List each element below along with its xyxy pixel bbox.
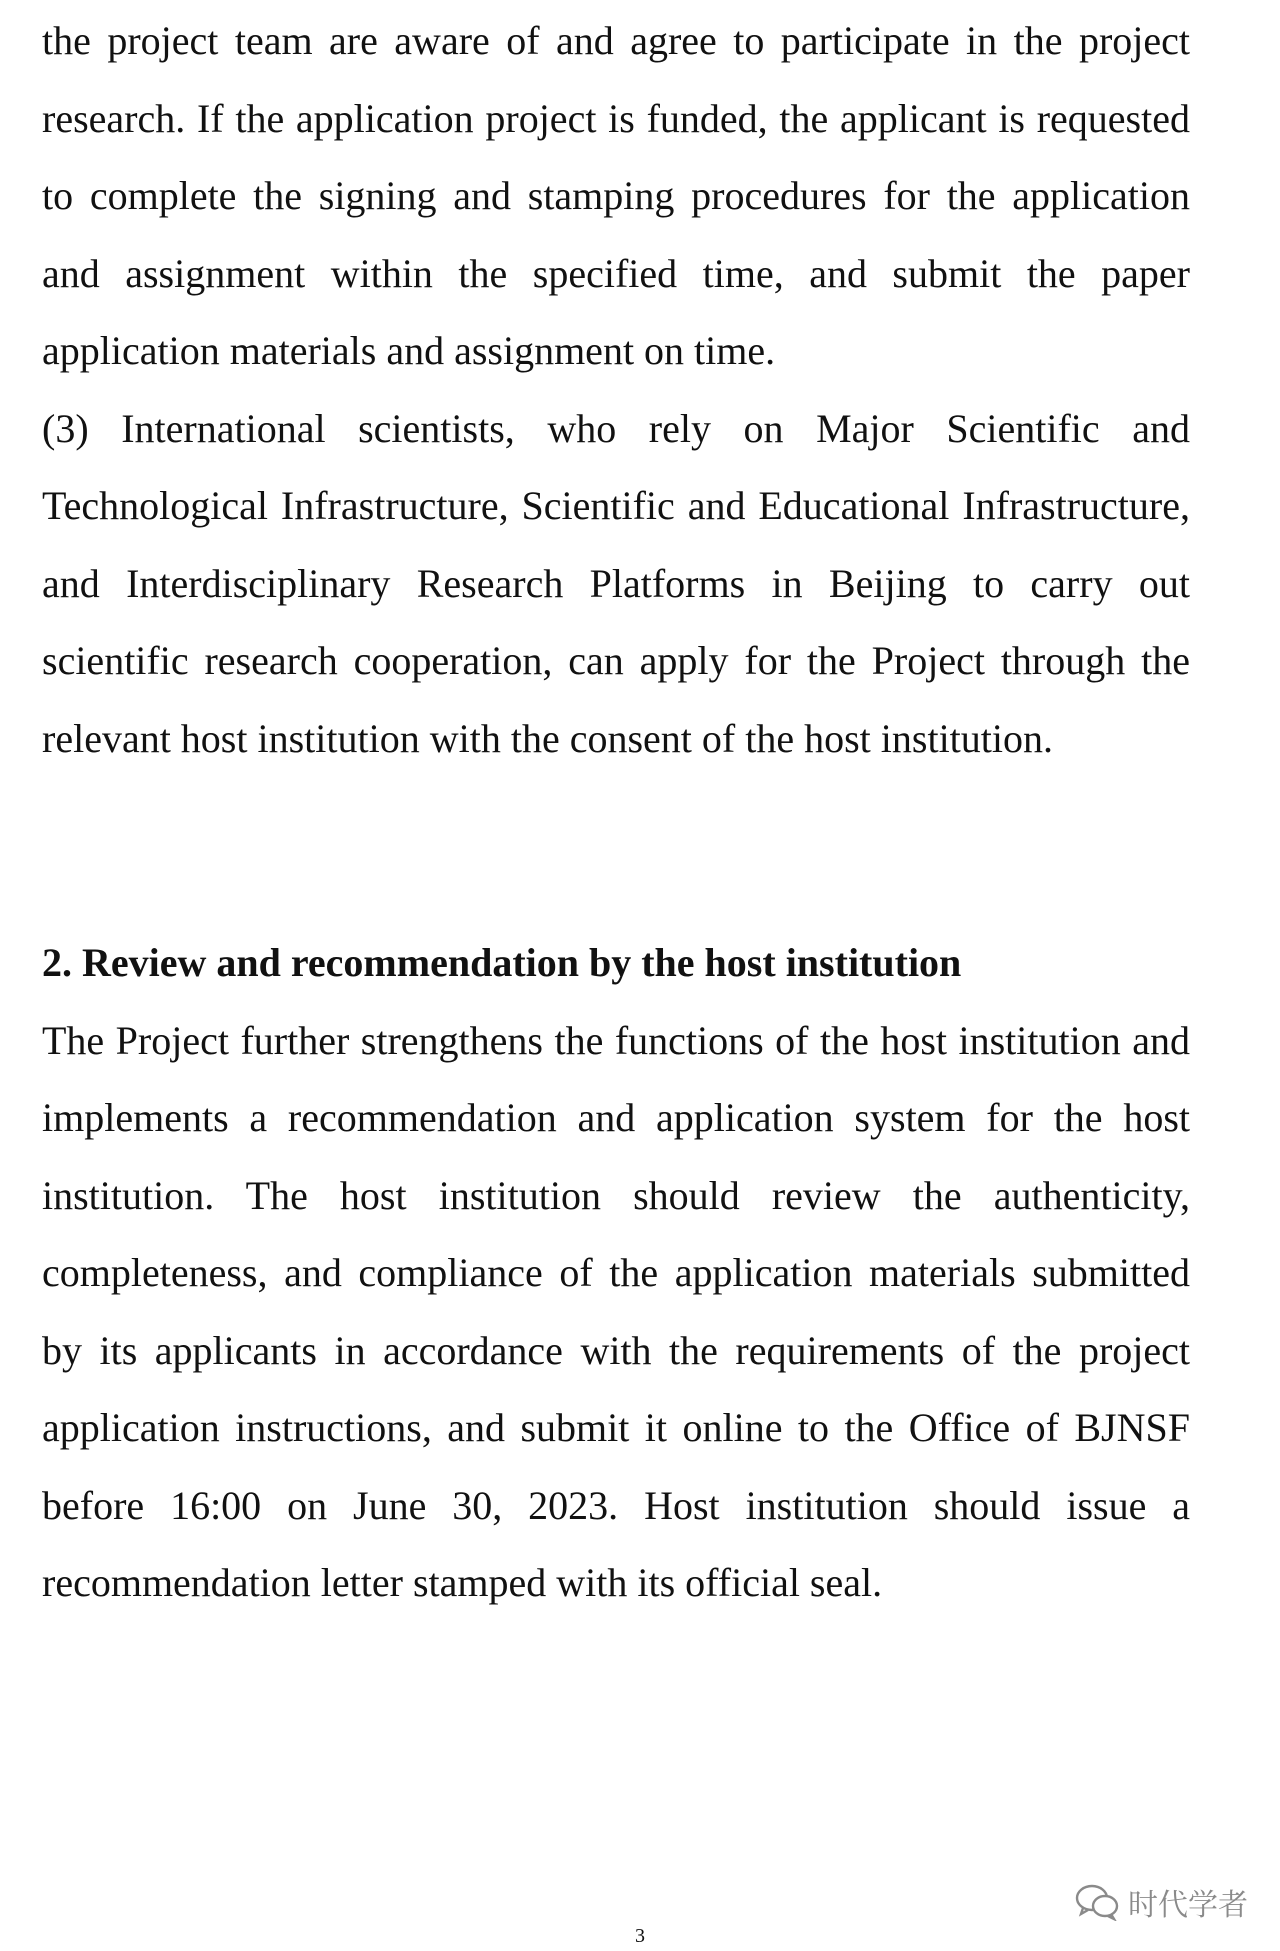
section-spacer xyxy=(42,777,1190,924)
page-number: 3 xyxy=(635,1925,645,1947)
document-page xyxy=(42,0,1190,1622)
paragraph-host-review: The Project further strengthens the functions of the host institution and implements a recommendation and application system for the host institution. The host institution should review the authenticity, completeness, and compliance of the application materials submitted by its applicants in accordance with the requirements of the project application instructions, and submit it online to the Office of BJNSF before 16:00 on June 30, 2023. Host institution should issue a recommendation letter stamped with its official seal. xyxy=(42,1017,1190,1605)
paragraph-international-scientists: (3) International scientists, who rely on Major Scientific and Technological Infrastructure, Scientific and Educational Infrastructure, and Interdisciplinary Research Platforms in Beijing to carry out scientific research cooperation, can apply for the Project through the relevant host institution with the consent of the host institution. xyxy=(42,405,1190,761)
watermark xyxy=(1074,1880,1248,1924)
watermark-text: 时代学者 xyxy=(1128,1888,1248,1923)
section-heading-review: 2. Review and recommendation by the host institution xyxy=(42,940,962,985)
paragraph-team-consent: the project team are aware of and agree to participate in the project research. If the application project is funded, the applicant is requested to complete the signing and stamping procedures for the application and assignment within the specified time, and submit the paper application materials and assignment on time. xyxy=(42,18,1190,373)
wechat-icon xyxy=(1074,1883,1120,1921)
